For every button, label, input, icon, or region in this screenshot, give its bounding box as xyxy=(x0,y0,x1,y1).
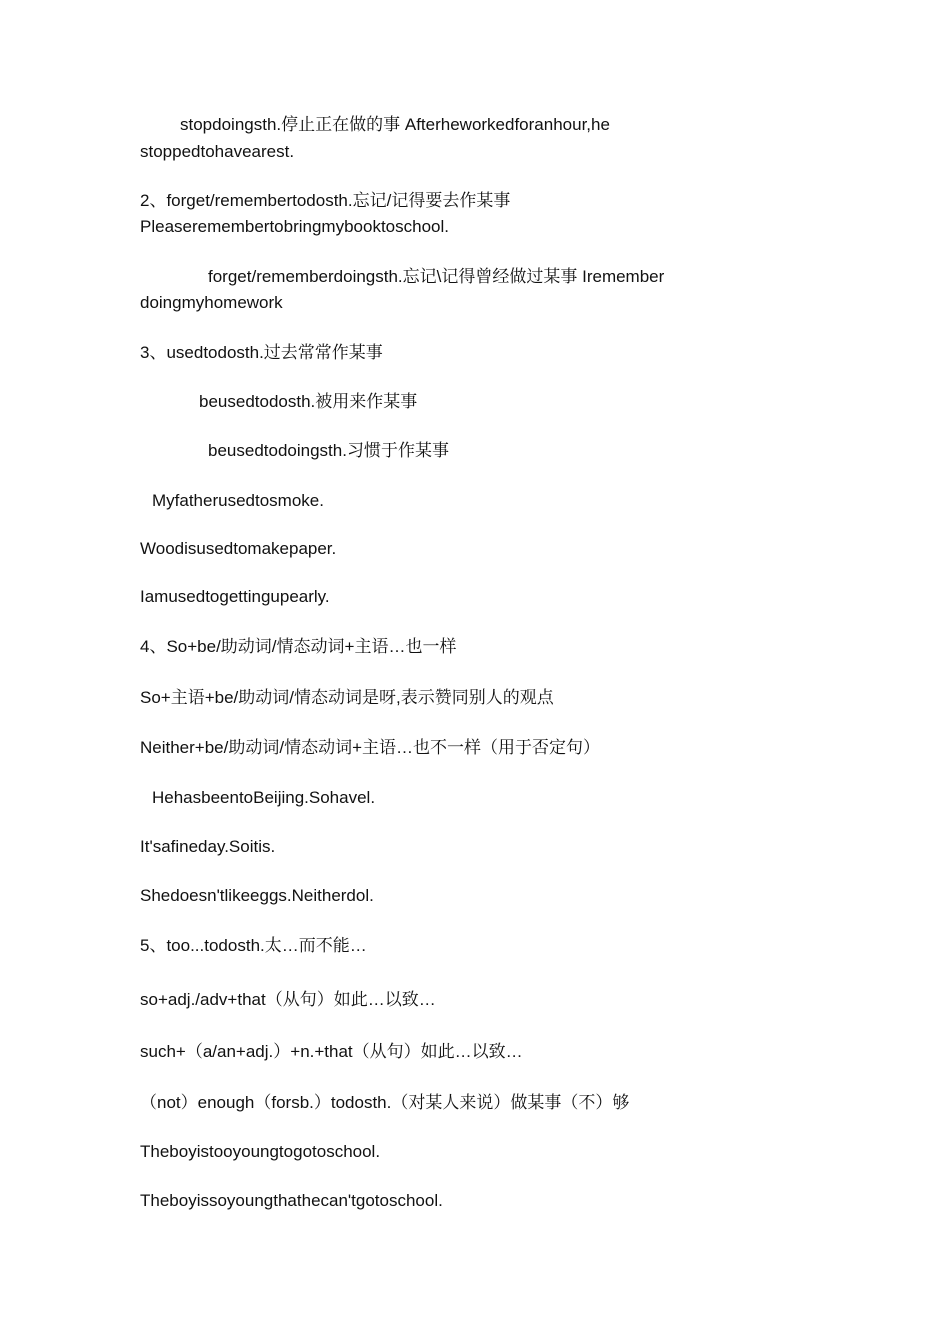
text-line-21: such+（a/an+adj.）+n.+that（从句）如此…以致… xyxy=(140,1042,523,1061)
text-line-2: stoppedtohavearest. xyxy=(140,142,295,161)
text-line-14: So+主语+be/助动词/情态动词是呀,表示赞同别人的观点 xyxy=(140,688,554,707)
text-line-22: （not）enough（forsb.）todosth.（对某人来说）做某事（不）够 xyxy=(140,1093,630,1112)
text-line-24: Theboyissoyoungthathecan'tgotoschool. xyxy=(140,1191,443,1210)
text-line-17: It'safineday.Soitis. xyxy=(140,837,276,856)
text-line-20: so+adj./adv+that（从句）如此…以致… xyxy=(140,990,436,1009)
text-line-8: beusedtodosth.被用来作某事 xyxy=(199,392,418,411)
text-line-9: beusedtodoingsth.习惯于作某事 xyxy=(208,441,449,460)
text-line-5: forget/rememberdoingsth.忘记\记得曾经做过某事 Iremember xyxy=(208,267,665,286)
text-line-19: 5、too...todosth.太…而不能… xyxy=(140,936,367,955)
text-line-11: Woodisusedtomakepaper. xyxy=(140,539,337,558)
text-line-7: 3、usedtodosth.过去常常作某事 xyxy=(140,343,383,362)
text-line-3: 2、forget/remembertodosth.忘记/记得要去作某事 xyxy=(140,191,511,210)
text-line-10: Myfatherusedtosmoke. xyxy=(152,491,324,510)
text-line-6: doingmyhomework xyxy=(140,293,283,312)
text-line-15: Neither+be/助动词/情态动词+主语…也不一样（用于否定句） xyxy=(140,738,601,757)
text-line-4: Pleaseremembertobringmybooktoschool. xyxy=(140,217,449,236)
text-line-16: HehasbeentoBeijing.Sohavel. xyxy=(152,788,376,807)
text-line-12: Iamusedtogettingupearly. xyxy=(140,587,330,606)
text-line-1: stopdoingsth.停止正在做的事 Afterheworkedforanhour,he xyxy=(180,115,610,134)
text-line-23: Theboyistooyoungtogotoschool. xyxy=(140,1142,381,1161)
text-line-13: 4、So+be/助动词/情态动词+主语…也一样 xyxy=(140,637,457,656)
text-line-18: Shedoesn'tlikeeggs.Neitherdol. xyxy=(140,886,374,905)
